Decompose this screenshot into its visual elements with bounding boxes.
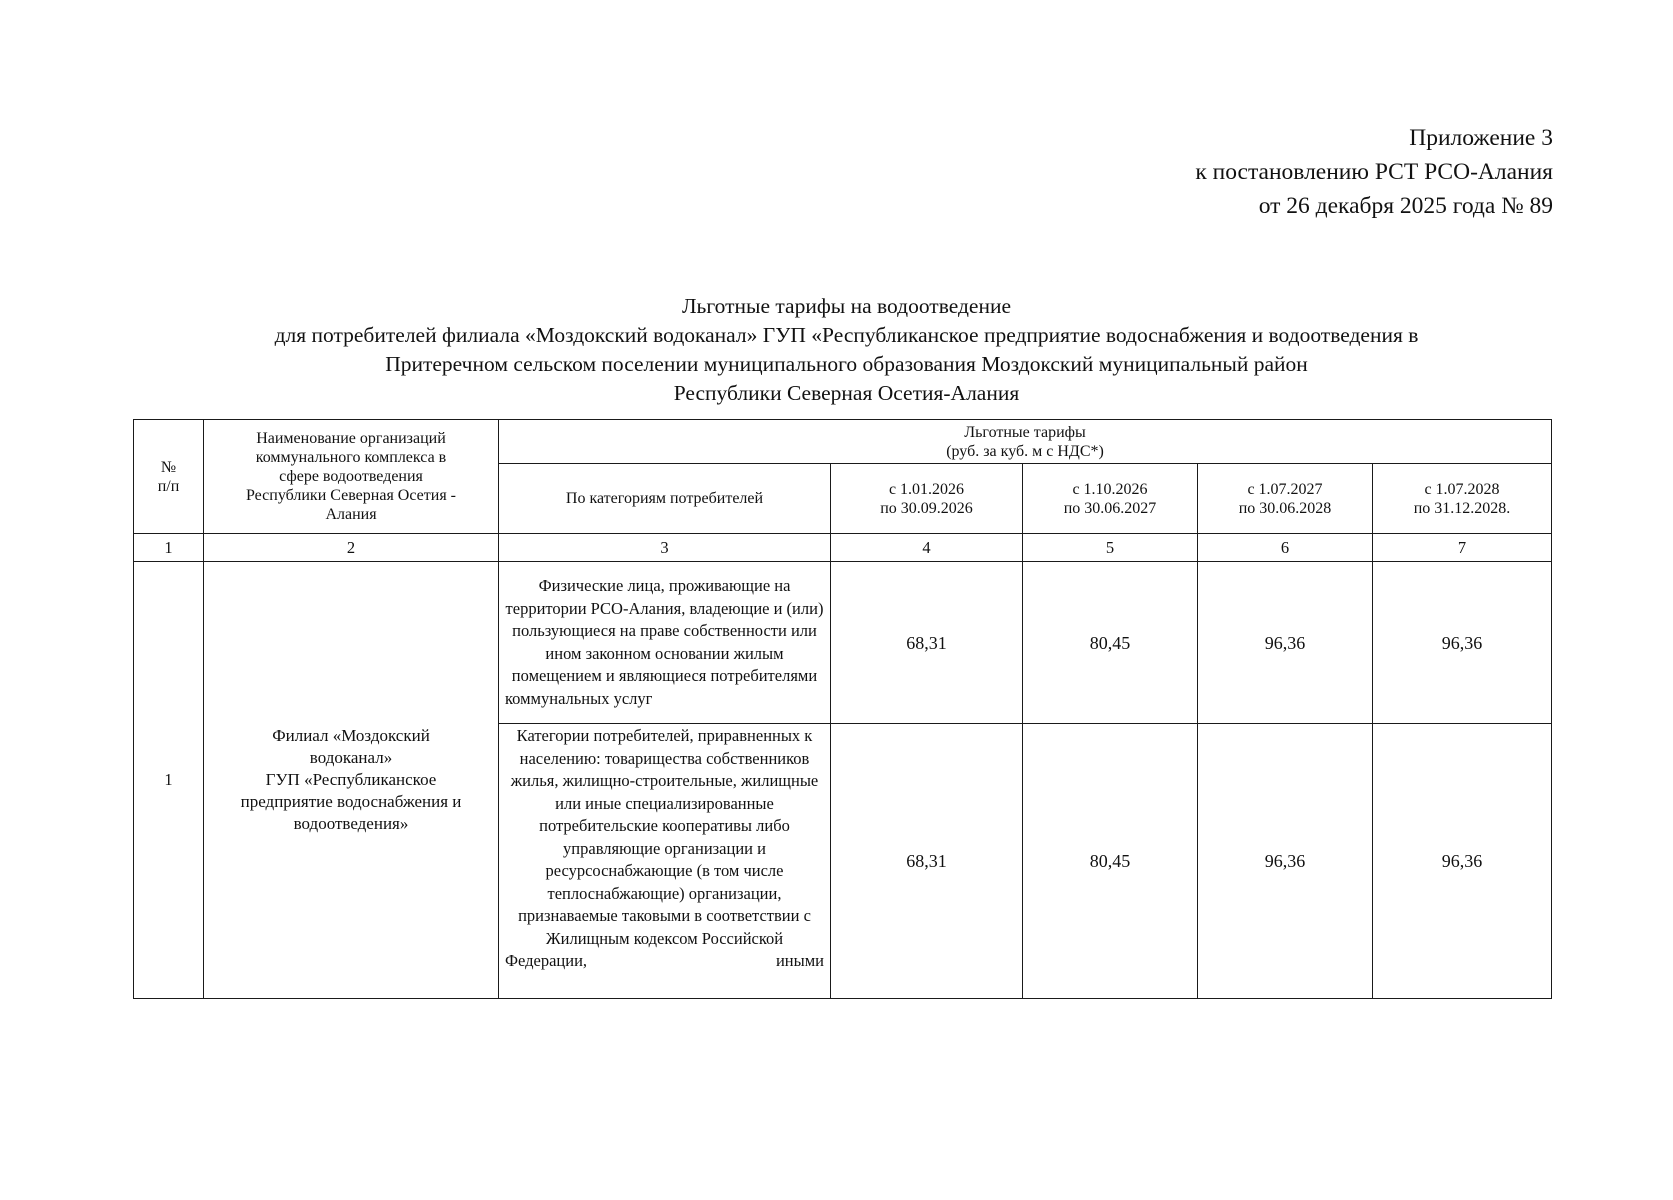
header-period-3 <box>1198 464 1373 534</box>
org-line: предприятие водоснабжения и <box>240 792 462 811</box>
row-number: 1 <box>134 562 204 999</box>
header-row-1 <box>134 420 1552 464</box>
period-from: с 1.01.2026 <box>888 480 965 498</box>
org-line: Филиал «Моздокский <box>272 726 430 745</box>
tariff-value: 96,36 <box>1198 562 1373 724</box>
header-org-line: сфере водоотведения <box>279 468 423 485</box>
column-number: 4 <box>831 534 1023 562</box>
period-from: с 1.07.2027 <box>1247 480 1323 498</box>
period-to: по 30.09.2026 <box>880 499 973 517</box>
tariff-value: 96,36 <box>1373 562 1552 724</box>
period-from: с 1.10.2026 <box>1072 480 1148 498</box>
column-number: 6 <box>1198 534 1373 562</box>
tariff-value: 68,31 <box>831 562 1023 724</box>
tariff-value: 96,36 <box>1198 724 1373 999</box>
column-number: 7 <box>1373 534 1552 562</box>
title-line-3: Притеречном сельском поселении муниципального образования Моздокский муниципальный район <box>385 352 1308 376</box>
category-equivalent-to-population <box>499 724 831 999</box>
period-to: по 30.06.2028 <box>1238 499 1332 517</box>
header-category: По категориям потребителей <box>499 464 831 534</box>
header-org-line: Наименование организаций <box>256 430 446 447</box>
header-tariffs-unit: (руб. за куб. м с НДС*) <box>946 442 1104 460</box>
header-number-label: п/п <box>157 477 180 495</box>
title-line-4: Республики Северная Осетия-Алания <box>673 381 1020 405</box>
column-numbers-row <box>134 534 1552 562</box>
title-line-1: Льготные тарифы на водоотведение <box>681 294 1012 318</box>
column-number: 5 <box>1023 534 1198 562</box>
table-row <box>134 562 1552 724</box>
period-to: по 30.06.2027 <box>1063 499 1157 517</box>
header-period-2 <box>1023 464 1198 534</box>
tariffs-table <box>133 419 1552 999</box>
header-number-sign: № <box>160 458 177 476</box>
header-period-4 <box>1373 464 1552 534</box>
appendix-date: от 26 декабря 2025 года № 89 <box>1258 193 1553 219</box>
appendix-number: Приложение 3 <box>1409 125 1553 151</box>
column-number: 2 <box>204 534 499 562</box>
header-tariffs <box>499 420 1552 464</box>
tariff-value: 80,45 <box>1023 562 1198 724</box>
header-period-1 <box>831 464 1023 534</box>
org-line: ГУП «Республиканское <box>265 770 437 789</box>
org-line: водоканал» <box>309 748 393 767</box>
header-org-line: Республики Северная Осетия - <box>245 487 456 504</box>
tariff-value: 96,36 <box>1373 724 1552 999</box>
header-org-line: Алания <box>325 506 377 523</box>
category-individuals: Физические лица, проживающие на территории РСО-Алания, владеющие и (или) пользующиеся на праве собственности или ином законном основании жилым помещением и являющиеся потребителями коммунальных услуг <box>499 562 831 724</box>
tariff-value: 68,31 <box>831 724 1023 999</box>
header-number <box>134 420 204 534</box>
period-to: по 31.12.2028. <box>1413 499 1511 517</box>
title-line-2: для потребителей филиала «Моздокский водоканал» ГУП «Республиканское предприятие водоснабжения и водоотведения в <box>274 323 1419 347</box>
row-organization <box>204 562 499 999</box>
header-tariffs-title: Льготные тарифы <box>964 423 1086 441</box>
header-organization <box>204 420 499 534</box>
column-number: 3 <box>499 534 831 562</box>
appendix-reference <box>1195 121 1553 223</box>
header-org-line: коммунального комплекса в <box>255 449 447 466</box>
document-title <box>0 292 1673 408</box>
column-number: 1 <box>134 534 204 562</box>
appendix-resolution: к постановлению РСТ РСО-Алания <box>1195 159 1553 185</box>
org-line: водоотведения» <box>293 814 409 833</box>
tariff-value: 80,45 <box>1023 724 1198 999</box>
category-text: Категории потребителей, приравненных к населению: товарищества собственников жилья, жилищно-строительные, жилищные или иные специализированные потребительские кооперативы либо управляющие организации и ресурсоснабжающие (в том числе теплоснабжающие) организации, признаваемые таковыми в соответствии с Жилищным кодексом Российской Федерации, иными <box>505 726 824 970</box>
period-from: с 1.07.2028 <box>1424 480 1500 498</box>
